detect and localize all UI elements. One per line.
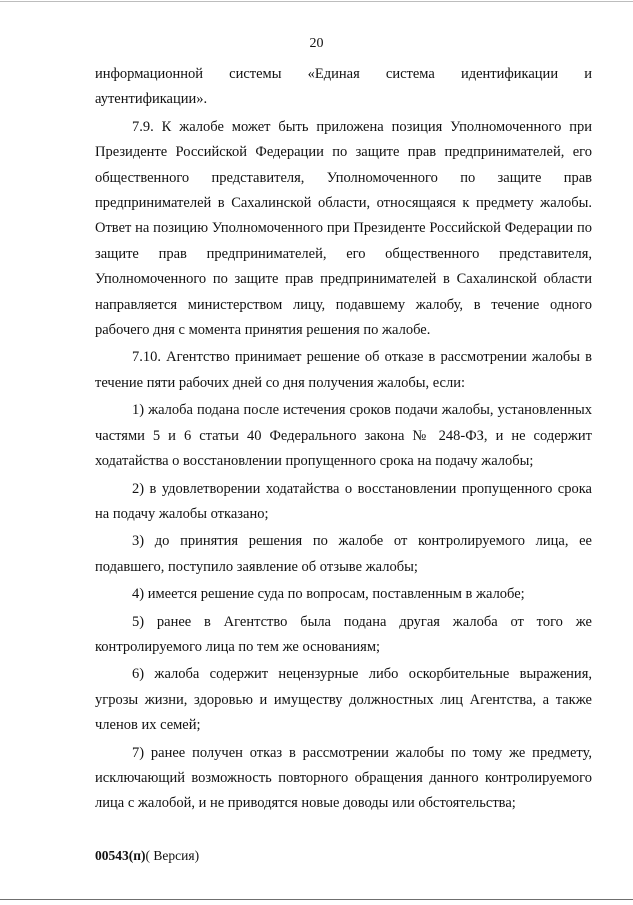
paragraph: 6) жалоба содержит нецензурные либо оскорбительные выражения, угрозы жизни, здоровью и имуществу должностных лиц Агентства, а также членов их семей;	[95, 666, 592, 734]
paragraph: 3) до принятия решения по жалобе от контролируемого лица, ее подавшего, поступило заявление об отзыве жалобы;	[95, 533, 592, 575]
paragraph: 4) имеется решение суда по вопросам, поставленным в жалобе;	[132, 586, 525, 603]
document-version: ( Версия)	[145, 848, 200, 863]
paragraph: 1) жалоба подана после истечения сроков подачи жалобы, установленных частями 5 и 6 статьи 40 Федерального закона № 248-ФЗ, и не содержит ходатайства о восстановлении пропущенного срока на подачу жалобы;	[95, 402, 592, 470]
paragraph: 5) ранее в Агентство была подана другая жалоба от того же контролируемого лица по тем же основаниям;	[95, 613, 592, 655]
paragraph: 7.10. Агентство принимает решение об отказе в рассмотрении жалобы в течение пяти рабочих дней со дня получения жалобы, если:	[95, 349, 592, 391]
document-code: 00543(п)	[95, 848, 146, 863]
paragraph: 2) в удовлетворении ходатайства о восстановлении пропущенного срока на подачу жалобы отказано;	[95, 480, 592, 522]
page-number: 20	[309, 36, 324, 51]
page-top-edge	[0, 1, 633, 2]
paragraph: 7.9. К жалобе может быть приложена позиция Уполномоченного при Президенте Российской Федерации по защите прав предпринимателей, его общественного представителя, Уполномоченного по защите прав предпринимателей в Сахалинской области, относящаяся к предмету жалобы. Ответ на позицию Уполномоченного при Президенте Российской Федерации по защите прав предпринимателей, его общественного представителя, Уполномоченного по защите прав предпринимателей в Сахалинской области направляется министерством лицу, подавшему жалобу, в течение одного рабочего дня с момента принятия решения по жалобе.	[95, 118, 592, 339]
paragraph: 7) ранее получен отказ в рассмотрении жалобы по тому же предмету, исключающий возможность повторного обращения данного контролируемого лица с жалобой, и не приводятся новые доводы или обстоятельства;	[95, 744, 592, 812]
paragraph: информационной системы «Единая система идентификации и аутентификации».	[95, 66, 592, 108]
document-body	[95, 62, 592, 819]
document-footer	[95, 848, 199, 864]
page-bottom-edge	[0, 899, 633, 900]
